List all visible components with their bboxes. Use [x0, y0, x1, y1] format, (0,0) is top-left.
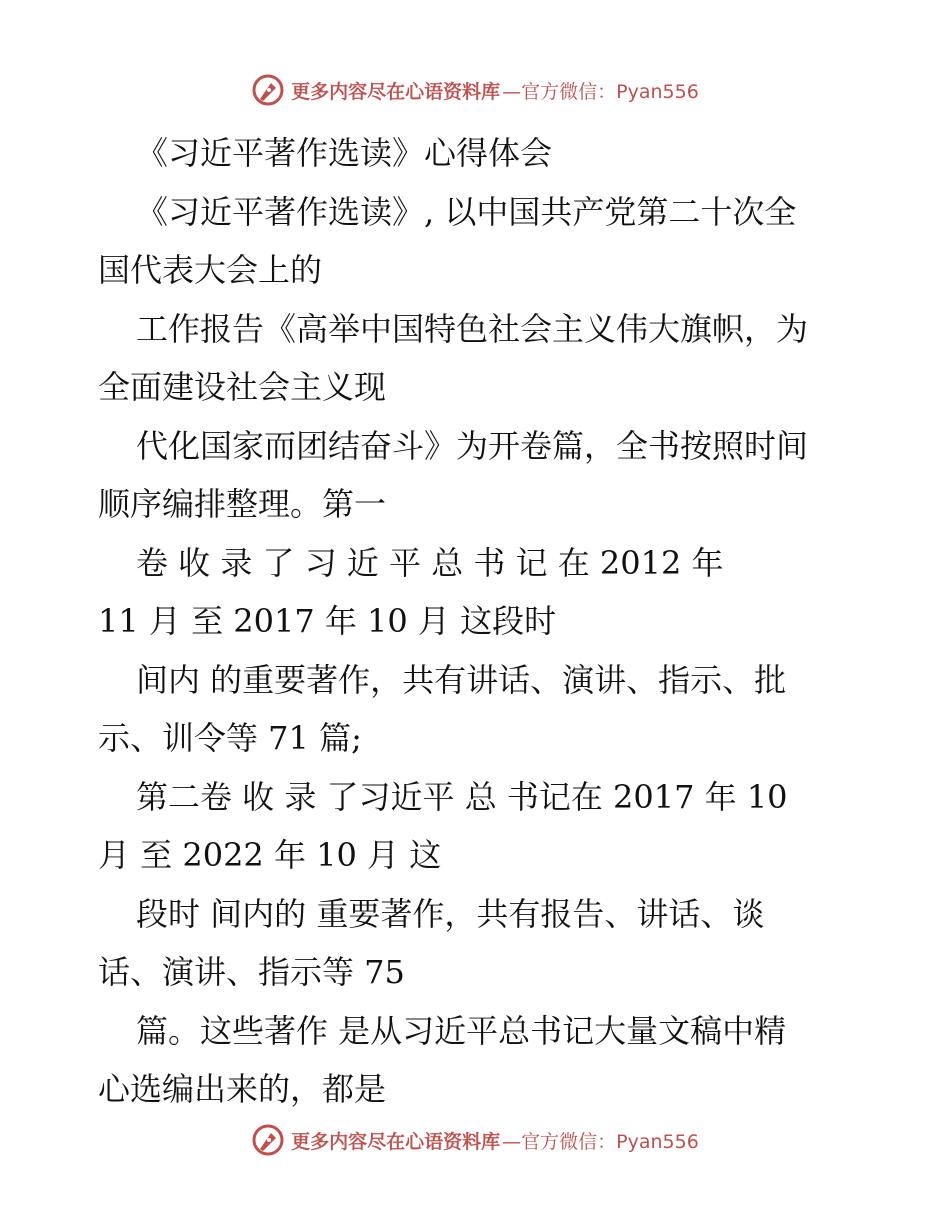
paragraph-line: 心选编出来的，都是: [98, 1070, 387, 1108]
watermark-contact-text: —官方微信：Pyan556: [502, 80, 699, 103]
paragraph-line: 卷 收 录 了 习 近 平 总 书 记 在 2012 年: [136, 543, 724, 582]
header-watermark: [0, 70, 950, 110]
document-body: [98, 124, 858, 1119]
paragraph-line: 第二卷 收 录 了习近平 总 书记在 2017 年 10: [136, 777, 788, 816]
paragraph-line: 示、训令等 71 篇;: [98, 719, 362, 757]
watermark-contact-text: —官方微信：Pyan556: [502, 1130, 699, 1153]
paragraph-line: 篇。这些著作 是从习近平总书记大量文稿中精: [136, 1011, 787, 1050]
paragraph-line: 代化国家而团结奋斗》为开卷篇，全书按照时间: [136, 426, 809, 465]
watermark-promo-text: 更多内容尽在心语资料库: [291, 80, 501, 103]
pen-nib-circle-icon: [251, 73, 285, 107]
paragraph-line: 话、演讲、指示等 75: [98, 953, 405, 991]
paragraph-line: 顺序编排整理。第一: [98, 485, 387, 523]
paragraph-line: 国代表大会上的: [98, 251, 323, 289]
paragraph-line: 全面建设社会主义现: [98, 368, 387, 406]
paragraph-line: 11 月 至 2017 年 10 月 这段时: [98, 602, 557, 640]
paragraph-line: 《习近平著作选读》, 以中国共产党第二十次全: [136, 192, 797, 231]
paragraph-line: 工作报告《高举中国特色社会主义伟大旗帜，为: [136, 309, 809, 348]
pen-nib-circle-icon: [251, 1123, 285, 1157]
footer-watermark: [0, 1120, 950, 1160]
paragraph-line: 月 至 2022 年 10 月 这: [98, 836, 442, 874]
document-title: 《习近平著作选读》心得体会: [136, 134, 553, 172]
paragraph-line: 段时 间内的 重要著作，共有报告、讲话、谈: [136, 894, 765, 933]
watermark-promo-text: 更多内容尽在心语资料库: [291, 1130, 501, 1153]
paragraph-line: 间内 的重要著作，共有讲话、演讲、指示、批: [136, 660, 787, 699]
